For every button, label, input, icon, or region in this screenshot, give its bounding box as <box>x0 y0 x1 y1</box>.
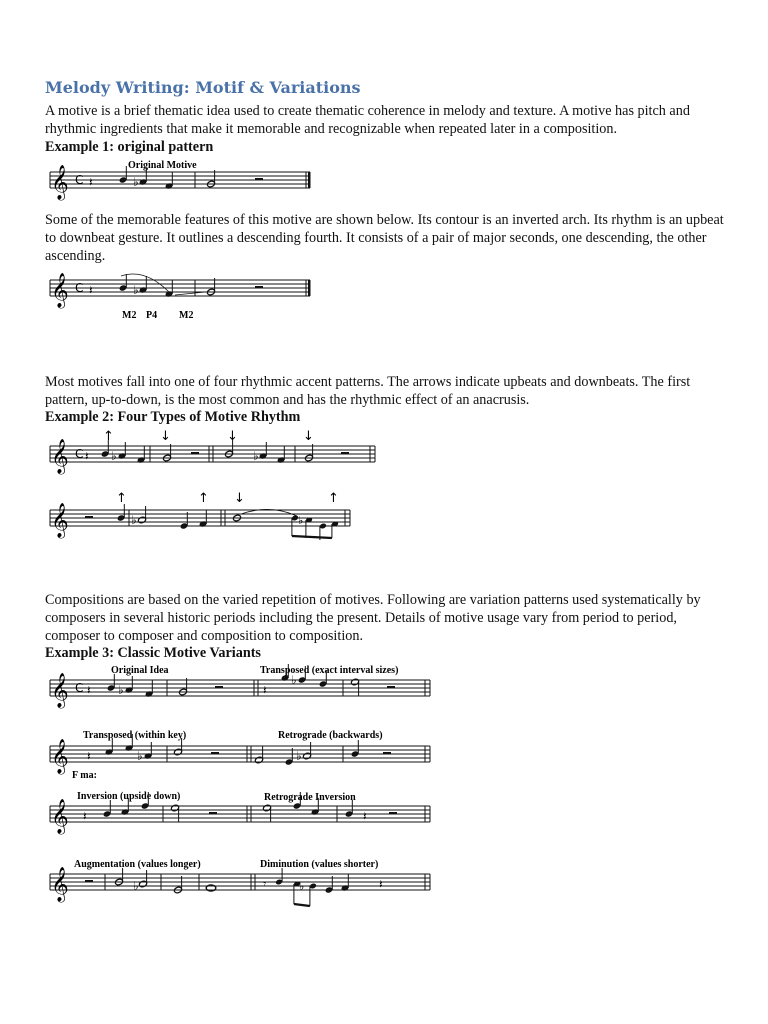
interval-p4-label: P4 <box>146 310 158 321</box>
example3-staff-row2 <box>45 728 435 783</box>
quarter-rest-icon: 𝄽 <box>263 683 267 697</box>
treble-clef-icon: 𝄞 <box>51 273 69 308</box>
page-title: Melody Writing: Motif & Variations <box>45 78 361 97</box>
example2-staff-row1 <box>45 426 380 476</box>
example2-staff-row2 <box>45 488 355 558</box>
common-time-icon: C <box>75 681 84 695</box>
example3-heading: Example 3: Classic Motive Variants <box>45 645 261 661</box>
flat-icon: ♭ <box>298 514 304 527</box>
down-arrow-icon: ↓ <box>234 491 245 506</box>
common-time-icon: C <box>75 447 84 461</box>
example3-staff-row1 <box>45 662 435 717</box>
quarter-rest-icon: 𝄽 <box>85 449 89 463</box>
transposed-exact-label: Transposed (exact interval sizes) <box>260 665 399 676</box>
treble-clef-icon: 𝄞 <box>51 867 69 902</box>
common-time-icon: C <box>75 281 84 295</box>
features-paragraph: Some of the memorable features of this motive are shown below. Its contour is an inverted arch. Its rhythm is an upbeat to downbeat gesture. It outlines a descending fourth. It consists of a pair of major seconds, one descending, the other ascending. <box>45 212 724 264</box>
flat-icon: ♭ <box>111 449 117 463</box>
flat-icon: ♭ <box>133 283 139 297</box>
flat-icon: ♭ <box>296 749 302 763</box>
treble-clef-icon: 𝄞 <box>51 739 69 774</box>
down-arrow-icon: ↓ <box>227 429 238 444</box>
flat-icon: ♭ <box>133 879 139 893</box>
up-arrow-icon: ↑ <box>328 491 339 506</box>
key-note-label: F ma: <box>72 770 97 781</box>
features-staff <box>45 268 315 328</box>
eighth-rest-icon: 𝄾 <box>263 877 267 891</box>
inversion-label: Inversion (upside down) <box>77 791 181 802</box>
up-arrow-icon: ↑ <box>198 491 209 506</box>
up-arrow-icon: ↑ <box>103 429 114 444</box>
interval-m2-label: M2 <box>122 310 137 321</box>
treble-clef-icon: 𝄞 <box>51 799 69 834</box>
flat-icon: ♭ <box>118 683 124 697</box>
rhythm-paragraph: Most motives fall into one of four rhythmic accent patterns. The arrows indicate upbeats and downbeats. The first pattern, up-to-down, is the most common and has the rhythmic effect of an anacrusis. <box>45 374 691 408</box>
diminution-label: Diminution (values shorter) <box>260 859 379 870</box>
quarter-rest-icon: 𝄽 <box>379 877 383 891</box>
example3-staff-row3 <box>45 788 435 843</box>
flat-icon: ♭ <box>131 513 137 527</box>
augmentation-label: Augmentation (values longer) <box>74 859 201 870</box>
quarter-rest-icon: 𝄽 <box>363 809 367 823</box>
retrograde-inversion-label: Retrograde Inversion <box>264 792 356 803</box>
up-arrow-icon: ↑ <box>116 491 127 506</box>
quarter-rest-icon: 𝄽 <box>89 283 93 297</box>
quarter-rest-icon: 𝄽 <box>87 683 91 697</box>
example3-staff-row4 <box>45 852 435 922</box>
example2-heading: Example 2: Four Types of Motive Rhythm <box>45 409 301 425</box>
quarter-rest-icon: 𝄽 <box>89 175 93 189</box>
flat-icon: ♭ <box>299 880 305 893</box>
flat-icon: ♭ <box>253 449 259 463</box>
flat-icon: ♭ <box>137 749 143 763</box>
retrograde-label: Retrograde (backwards) <box>278 730 383 741</box>
example1-heading: Example 1: original pattern <box>45 139 214 155</box>
quarter-rest-icon: 𝄽 <box>83 809 87 823</box>
treble-clef-icon: 𝄞 <box>51 439 69 474</box>
example1-staff <box>45 156 315 206</box>
intro-paragraph: A motive is a brief thematic idea used to create thematic coherence in melody and texture. A motive has pitch and rhythmic ingredients that make it memorable and recognizable when repeated later in a composition. <box>45 103 690 137</box>
original-motive-label: Original Motive <box>128 160 197 171</box>
quarter-rest-icon: 𝄽 <box>87 749 91 763</box>
common-time-icon: C <box>75 173 84 187</box>
original-idea-label: Original Idea <box>111 665 169 676</box>
treble-clef-icon: 𝄞 <box>51 673 69 708</box>
interval-m2-label: M2 <box>179 310 194 321</box>
down-arrow-icon: ↓ <box>303 429 314 444</box>
flat-icon: ♭ <box>291 673 297 687</box>
flat-icon: ♭ <box>133 175 139 189</box>
variation-paragraph: Compositions are based on the varied repetition of motives. Following are variation patterns used systematically by composers in several historic periods including the present. Details of motive usage vary from period to period, composer to composer and composition to composition. <box>45 592 701 644</box>
treble-clef-icon: 𝄞 <box>51 503 69 538</box>
treble-clef-icon: 𝄞 <box>51 165 69 200</box>
transposed-key-label: Transposed (within key) <box>83 730 187 741</box>
down-arrow-icon: ↓ <box>160 429 171 444</box>
